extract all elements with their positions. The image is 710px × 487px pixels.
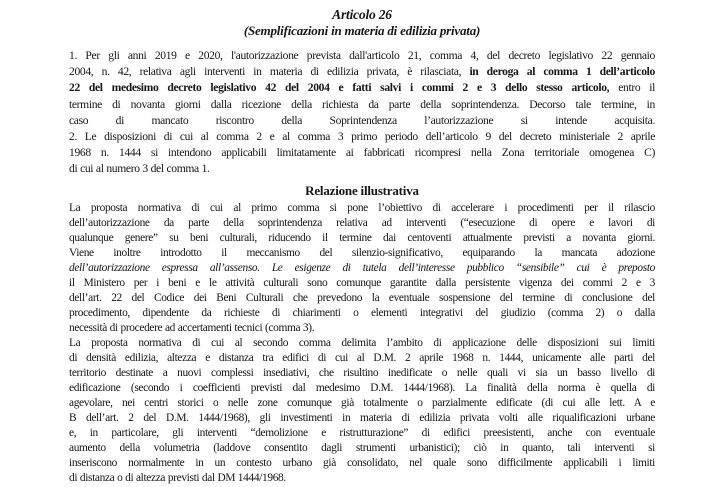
text-run: in deroga al comma 1 dell’articolo (469, 65, 655, 79)
text-line (69, 366, 655, 381)
text-run: 1968 n. 1444 si intendono applicabili limitatamente ai fabbricati ricompresi nella Zona territoriale omogenea C) (69, 146, 655, 160)
text-run: procedimento, dipendente da richieste di chiarimenti o elementi integrativi del giudizio (comma 2) o dalla (69, 306, 655, 319)
text-run: dell’art. 22 del Codice dei Beni Culturali che prevedono la eventuale sospensione del termine di conclusione del (69, 291, 655, 304)
text-run: necessità di procedere ad accertamenti tecnici (comma 3). (69, 322, 315, 334)
text-run: termine di novanta giorni dalla ricezione della richiesta da parte della soprintendenza. Decorso tale termine, in (69, 97, 655, 111)
text-run: caso di mancato riscontro della Soprintendenza l’autorizzazione si intende acquisita. (69, 113, 655, 127)
text-line (69, 216, 655, 231)
text-line (69, 336, 655, 351)
text-run: B dell’art. 2 del D.M. 1444/1968), gli investimenti in materia di edilizia privata volti alle riqualificazioni urbane (69, 412, 655, 425)
relazione-text-block (69, 201, 655, 487)
text-line (69, 261, 655, 276)
text-run: inseriscono normalmente in un contesto urbano già consolidato, nel quale sono difficilmente applicabili i limiti (69, 457, 655, 470)
text-run: La proposta normativa di cui al primo comma si pone l’obiettivo di accelerare i procedimenti per il rilascio (69, 201, 655, 214)
text-line (69, 97, 655, 113)
text-line (69, 276, 655, 291)
text-run: il Ministero per i beni e le attività culturali sono comunque garantite dalla persistente vigenza dei commi 2 e 3 (69, 276, 655, 289)
text-line (69, 231, 655, 246)
text-line (69, 113, 655, 129)
text-run: qualunque genere” su beni culturali, riducendo il termine dai centoventi attualmente previsti a novanta giorni. (69, 231, 655, 244)
text-line (69, 145, 655, 161)
text-line (69, 441, 655, 456)
relazione-heading: Relazione illustrativa (305, 182, 419, 198)
text-run: 2004, n. 42, relativa agli interventi in materia di edilizia privata, è rilasciata, (69, 65, 470, 79)
text-line (69, 48, 655, 64)
text-run: 22 del medesimo decreto legislativo 42 del 2004 e fatti salvi i commi 2 e 3 dello stesso articolo, (69, 81, 610, 95)
text-line (69, 396, 655, 411)
text-line (69, 129, 655, 145)
text-run: edificazione (secondo i coefficienti previsti dal medesimo D.M. 1444/1968). La finalità della norma è quella di (69, 382, 655, 395)
text-line (69, 246, 655, 261)
text-line (69, 456, 655, 471)
text-line (69, 426, 655, 441)
text-run: 2. Le disposizioni di cui al comma 2 e al comma 3 primo periodo dell’articolo 9 del decreto ministeriale 2 aprile (69, 130, 655, 144)
article-title: Articolo 26 (332, 7, 392, 22)
text-line (69, 306, 655, 321)
text-line (69, 471, 655, 486)
text-run: e, in particolare, gli interventi “demolizione e ristrutturazione” di edifici preesistenti, anche con eventuale (69, 427, 655, 440)
text-line (69, 291, 655, 306)
text-run: 1. Per gli anni 2019 e 2020, l'autorizzazione prevista dall'articolo 21, comma 4, del decreto legislativo 22 gennaio (69, 49, 655, 62)
text-run: La proposta normativa di cui al secondo comma delimita l’ambito di applicazione delle disposizioni sui limiti (69, 337, 655, 350)
text-line (69, 161, 655, 177)
text-line (69, 80, 655, 96)
text-run: territorio destinate a nuovi complessi insediativi, che risultino inedificate o nelle quali vi sia un basso livello di (69, 367, 655, 380)
text-line (69, 321, 655, 336)
text-run: Viene inoltre introdotto il meccanismo del silenzio-significativo, equiparando la mancata adozione (69, 246, 655, 259)
text-line (69, 411, 655, 426)
text-line (69, 351, 655, 366)
text-line (69, 201, 655, 216)
text-line (69, 64, 655, 80)
text-run: di cui al numero 3 del comma 1. (69, 162, 210, 176)
text-run: di densità edilizia, altezza e distanza tra edifici di cui al D.M. 2 aprile 1968 n. 1444, unicamente alle parti del (69, 352, 655, 365)
text-line (69, 381, 655, 396)
article-text-block (69, 48, 655, 178)
article-subtitle: (Semplificazioni in materia di edilizia privata) (243, 23, 481, 38)
text-run: di distanza o di altezza previsti dal DM 1444/1968. (69, 472, 286, 485)
text-run: entro il (609, 81, 656, 95)
text-run: dell’autorizzazione espressa all’assenso. Le esigenze di tutela dell’interesse pubblico “sensibile” cui è preposto (69, 261, 655, 274)
text-run: dell’autorizzazione da parte della soprintendenza relativa ad interventi (“esecuzione di opere e lavori di (69, 216, 655, 229)
text-run: aumento della volumetria (laddove consentito dagli strumenti urbanistici); ciò in quanto, tali interventi si (69, 442, 655, 455)
text-run: agevolare, nei centri storici o nelle zone comunque già totalmente o parzialmente edificate (di cui alle lett. A e (69, 397, 655, 410)
